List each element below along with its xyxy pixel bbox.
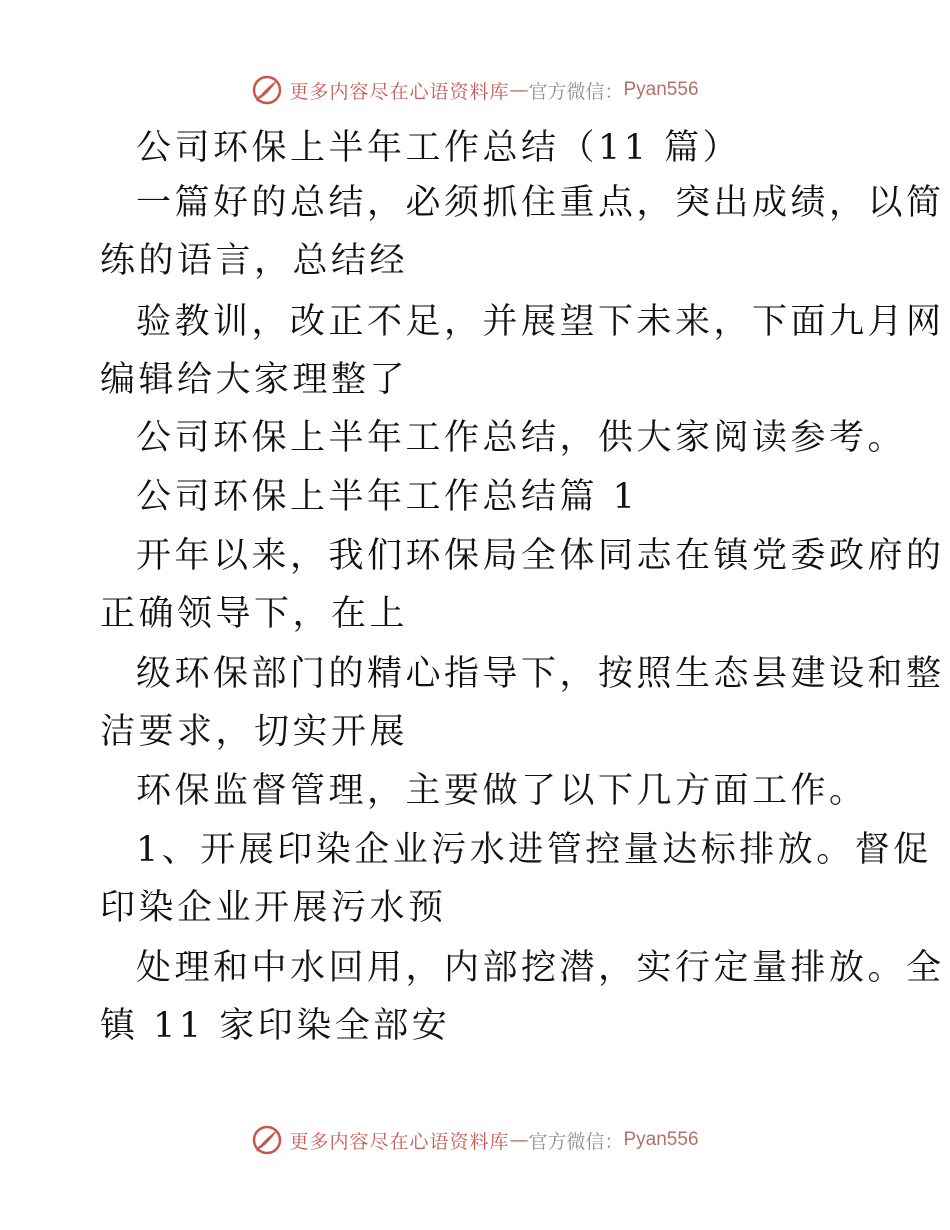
text-line: 编辑给大家理整了	[100, 360, 409, 400]
watermark-separator: —	[509, 1129, 529, 1151]
watermark-wechat-id: Pyan556	[623, 1129, 699, 1150]
text-line: 洁要求，切实开展	[100, 712, 409, 752]
watermark-wechat-id: Pyan556	[623, 79, 699, 100]
watermark-separator: —	[509, 79, 529, 101]
watermark-footer	[0, 1122, 950, 1158]
watermark-text: 更多内容尽在心语资料库	[289, 1130, 510, 1153]
document-title: 公司环保上半年工作总结（11 篇）	[136, 128, 742, 168]
text-line: 开年以来，我们环保局全体同志在镇党委政府的	[136, 536, 945, 576]
text-line: 镇 11 家印染全部安	[100, 1006, 451, 1046]
quill-logo-icon	[251, 74, 283, 106]
text-line: 印染企业开展污水预	[100, 888, 447, 928]
watermark-header	[0, 72, 950, 108]
text-line: 级环保部门的精心指导下，按照生态县建设和整	[136, 654, 945, 694]
watermark-text: 更多内容尽在心语资料库	[289, 80, 510, 103]
text-line: 验教训，改正不足，并展望下未来，下面九月网	[136, 302, 945, 342]
text-line: 处理和中水回用，内部挖潜，实行定量排放。全	[136, 948, 945, 988]
text-line: 公司环保上半年工作总结，供大家阅读参考。	[136, 418, 907, 458]
text-line: 正确领导下，在上	[100, 594, 409, 634]
section-heading: 公司环保上半年工作总结篇 1	[136, 477, 639, 517]
text-line: 一篇好的总结，必须抓住重点，突出成绩，以简	[136, 183, 945, 223]
quill-logo-icon	[251, 1124, 283, 1156]
text-line: 1、开展印染企业污水进管控量达标排放。督促	[136, 830, 932, 870]
text-line: 环保监督管理，主要做了以下几方面工作。	[136, 771, 868, 811]
watermark-label: 官方微信：	[528, 1130, 624, 1153]
watermark-label: 官方微信：	[528, 80, 624, 103]
text-line: 练的语言，总结经	[100, 241, 409, 281]
